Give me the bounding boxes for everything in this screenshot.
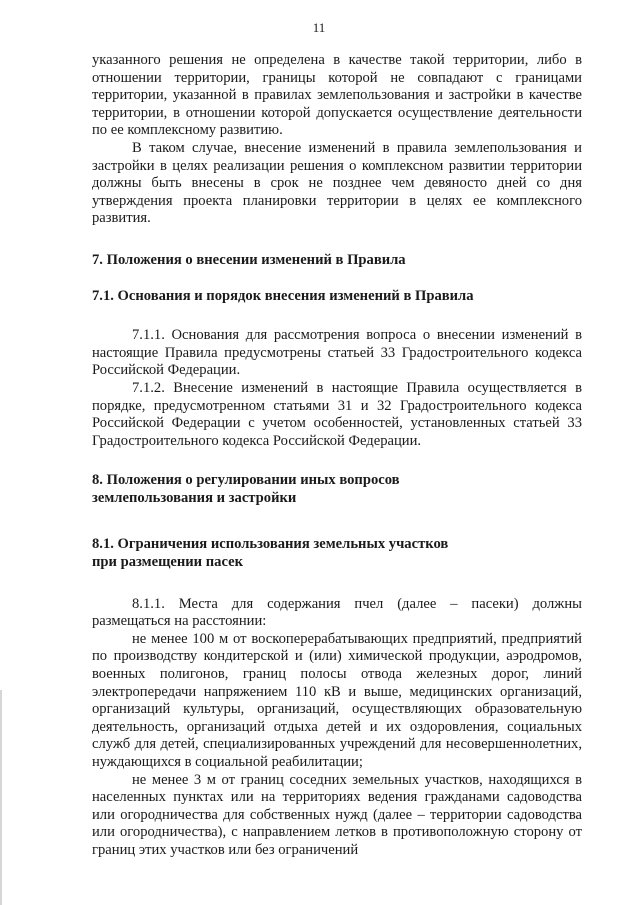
section-heading-7: 7. Положения о внесении изменений в Правила	[92, 251, 406, 268]
scan-edge-line	[0, 690, 2, 905]
subsection-heading-8-1-line2: при размещении пасек	[92, 554, 243, 571]
paragraph-case: В таком случае, внесение изменений в правила землепользования и застройки в целях реализации решения о комплексном развитии территории должны быть внесены в срок не позднее чем девяносто дней со дня утверждения проекта планировки территории в целях ее комплексного развития.	[92, 139, 582, 227]
paragraph-distance-100m: не менее 100 м от воскоперерабатывающих предприятий, предприятий по производству кондитерской и (или) химической продукции, аэродромов, военных полигонов, границ полосы отвода железных дорог, линий электропередачи напряжением 110 кВ и выше, медицинских организаций, организаций культуры, организаций, осуществляющих образовательную деятельность, организаций отдыха детей и их оздоровления, социальных служб для детей, специализированных учреждений для несовершеннолетних, нуждающихся в социальной реабилитации;	[92, 630, 582, 770]
subsection-heading-7-1: 7.1. Основания и порядок внесения изменений в Правила	[92, 287, 474, 304]
subsection-heading-8-1-line1: 8.1. Ограничения использования земельных участков	[92, 536, 449, 553]
paragraph-7-1-2: 7.1.2. Внесение изменений в настоящие Правила осуществляется в порядке, предусмотренном статьями 31 и 32 Градостроительного кодекса Российской Федерации с учетом особенностей, установленных статьей 33 Градостроительного кодекса Российской Федерации.	[92, 379, 582, 449]
document-body	[92, 52, 582, 860]
subsection-heading-8-1	[92, 536, 582, 571]
paragraph-distance-3m: не менее 3 м от границ соседних земельных участков, находящихся в населенных пунктах или на территориях ведения гражданами садоводства или огородничества для собственных нужд (далее – территории садоводства или огородничества), с направлением летков в противоположную сторону от границ этих участков или без ограничений	[92, 771, 582, 858]
paragraph-intro: указанного решения не определена в качестве такой территории, либо в отношении территории, границы которой не совпадают с границами территории, указанной в правилах землепользования и застройки в качестве территории, в отношении которой допускается осуществление деятельности по ее комплексному развитию.	[92, 52, 582, 139]
paragraph-8-1-1: 8.1.1. Места для содержания пчел (далее – пасеки) должны размещаться на расстоянии:	[92, 595, 582, 630]
section-heading-8-line2: землепользования и застройки	[92, 489, 297, 506]
paragraph-7-1-1: 7.1.1. Основания для рассмотрения вопроса о внесении изменений в настоящие Правила предусмотрены статьей 33 Градостроительного кодекса Российской Федерации.	[92, 327, 582, 379]
section-heading-8-line1: 8. Положения о регулировании иных вопросов	[92, 472, 400, 489]
page-number: 11	[312, 20, 326, 35]
section-heading-8	[92, 472, 582, 507]
